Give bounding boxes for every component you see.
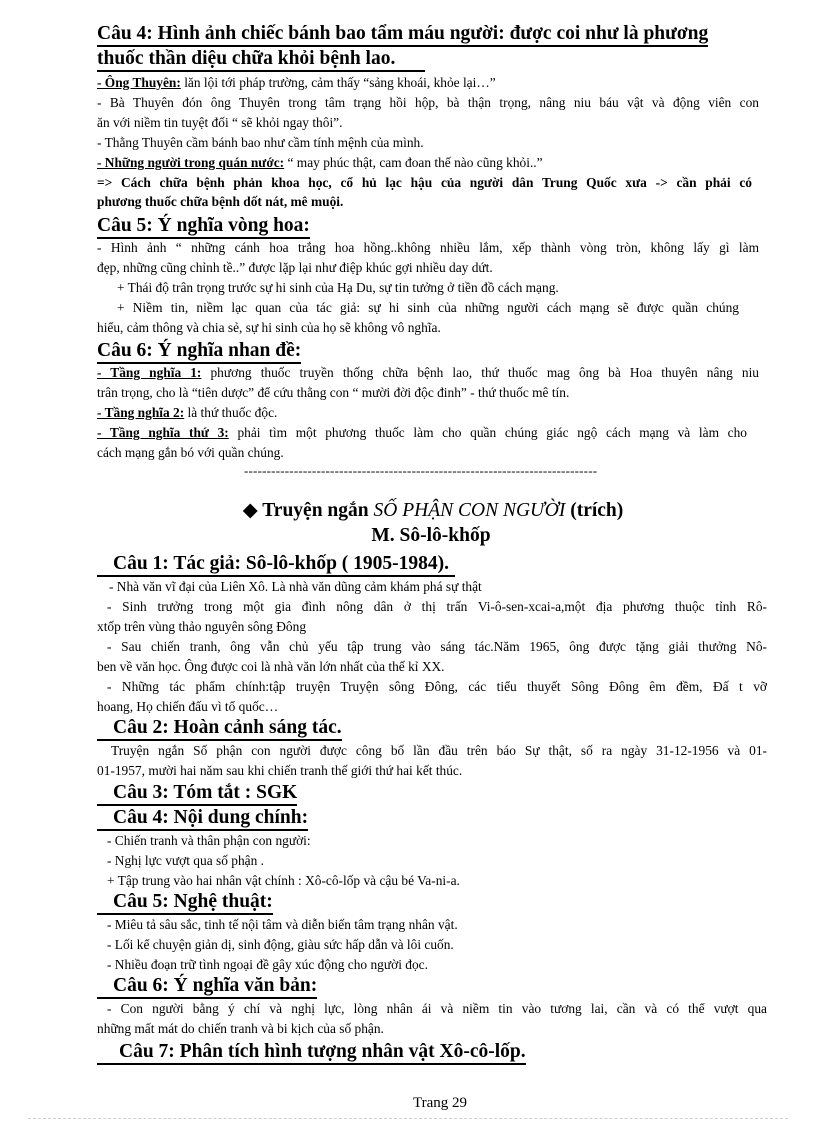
q1-para-4-line2: hoang, Họ chiến đấu vì tổ quốc… (97, 699, 279, 714)
heading-q7 (97, 1040, 526, 1063)
conclusion-line2: phương thuốc chữa bệnh dốt nát, mê muội. (97, 194, 344, 209)
heading-q5 (97, 890, 273, 913)
story-author: M. Sô-lô-khốp (371, 525, 491, 546)
q5-para-3: - Nhiều đoạn trữ tình ngoại đề gây xúc động cho người đọc. (107, 957, 428, 972)
heading-cau4-line1: Câu 4: Hình ảnh chiếc bánh bao tẩm máu người: được coi như là phương (97, 23, 708, 47)
story-title-prefix: Truyện ngắn (262, 500, 374, 521)
heading-cau6-text: Câu 6: Ý nghĩa nhan đề: (97, 340, 301, 364)
heading-q2-text: Câu 2: Hoàn cảnh sáng tác. (97, 717, 342, 741)
page-number: Trang 29 (412, 1095, 468, 1111)
q1-para-2-line1: - Sinh trưởng trong một gia đình nông dân ở thị trấn Vi-ô-sen-xcai-a,một địa phương thuộc tỉnh Rô- (107, 599, 767, 614)
paragraph-niem-tin-line1: + Niềm tin, niềm lạc quan của tác giả: sự hi sinh của những người cách mạng sẽ được quần chúng (117, 300, 739, 315)
heading-q2 (97, 716, 342, 739)
label-ong-thuyen: - Ông Thuyên: (97, 75, 181, 90)
q4-para-1: - Chiến tranh và thân phận con người: (107, 833, 311, 848)
q2-para-line2: 01-1957, mười hai năm sau khi chiến tranh thế giới thứ hai kết thúc. (97, 763, 463, 778)
paragraph-thang-thuyen: - Thằng Thuyên cầm bánh bao như cầm tính mệnh của mình. (97, 135, 424, 150)
story-title-name: SỐ PHẬN CON NGƯỜI (373, 500, 566, 521)
q6-para-line1: - Con người bằng ý chí và nghị lực, lòng nhân ái và niềm tin vào tương lai, cần và có thể vượt qua (107, 1001, 767, 1016)
heading-q1-text: Câu 1: Tác giả: Sô-lô-khốp ( 1905-1984). (97, 553, 455, 577)
heading-cau4 (97, 22, 777, 45)
story-title (0, 498, 816, 522)
heading-q1 (97, 552, 455, 575)
paragraph-tang-nghia-3-line2: cách mạng gắn bó với quần chúng. (97, 445, 284, 460)
paragraph-vong-hoa-line1: - Hình ảnh “ những cánh hoa trắng hoa hồng..không nhiều lắm, xếp thành vòng tròn, không lấy gì làm (97, 240, 759, 255)
text-tang-nghia-1: phương thuốc truyền thống chữa bệnh lao, thứ thuốc mag ông bà Hoa thuyên nâng niu (201, 365, 759, 380)
paragraph-ong-thuyen (97, 74, 496, 91)
footer-divider (28, 1118, 788, 1119)
heading-q6-text: Câu 6: Ý nghĩa văn bản: (97, 975, 317, 999)
conclusion-line1: => Cách chữa bệnh phản khoa học, cổ hủ lạc hậu của người dân Trung Quốc xưa -> cần phải có (97, 175, 752, 190)
heading-cau6 (97, 339, 301, 362)
heading-q5-text: Câu 5: Nghệ thuật: (97, 891, 273, 915)
diamond-bullet-icon: ◆ (242, 500, 258, 521)
label-tang-nghia-3: - Tầng nghĩa thứ 3: (97, 425, 229, 440)
section-separator: ------------------------------------------------------------------------------ (244, 463, 598, 478)
q1-para-3-line1: - Sau chiến tranh, ông vẫn chủ yếu tập trung vào sáng tác.Năm 1965, ông được tặng giải thưởng Nô- (107, 639, 767, 654)
q5-para-2: - Lối kể chuyện giản dị, sinh động, giàu sức hấp dẫn và lôi cuốn. (107, 937, 454, 952)
paragraph-quan-nuoc (97, 154, 543, 171)
q4-para-3: + Tập trung vào hai nhân vật chính : Xô-cô-lốp và cậu bé Va-ni-a. (107, 873, 460, 888)
heading-q7-text: Câu 7: Phân tích hình tượng nhân vật Xô-cô-lốp. (97, 1041, 526, 1065)
paragraph-vong-hoa-line2: đẹp, những cũng chỉnh tề..” được lặp lại như điệp khúc gợi nhiều day dứt. (97, 260, 493, 275)
heading-cau5-text: Câu 5: Ý nghĩa vòng hoa: (97, 215, 310, 239)
heading-cau4-line2: thuốc thần diệu chữa khỏi bệnh lao. (97, 48, 425, 72)
label-quan-nuoc: - Những người trong quán nước: (97, 155, 285, 170)
heading-cau5 (97, 214, 310, 237)
paragraph-tang-nghia-1-line1 (97, 364, 759, 381)
text-quan-nuoc: “ may phúc thật, cam đoan thế nào cũng khỏi..” (284, 155, 543, 170)
text-ong-thuyen: lăn lội tới pháp trường, cảm thấy “sảng khoái, khỏe lại…” (180, 75, 496, 90)
paragraph-thai-do: + Thái độ trân trọng trước sự hi sinh của Hạ Du, sự tin tưởng ở tiền đồ cách mạng. (117, 280, 559, 295)
q1-para-1: - Nhà văn vĩ đại của Liên Xô. Là nhà văn dũng cảm khám phá sự thật (109, 579, 482, 594)
paragraph-tang-nghia-1-line2: trân trọng, cho là “tiên dược” để cứu thằng con “ mười đời độc đinh” - thứ thuốc mê tín. (97, 385, 570, 400)
heading-q6 (97, 974, 317, 997)
label-tang-nghia-2: - Tầng nghĩa 2: (97, 405, 185, 420)
q4-para-2: - Nghị lực vượt qua số phận . (107, 853, 264, 868)
text-tang-nghia-2: là thứ thuốc độc. (184, 405, 278, 420)
paragraph-ba-thuyen-line1: - Bà Thuyên đón ông Thuyên trong tâm trạng hồi hộp, bà thận trọng, nâng niu báu vật và động viên con (97, 95, 759, 110)
paragraph-tang-nghia-2 (97, 404, 277, 421)
q1-para-2-line2: xtốp trên vùng thảo nguyên sông Đông (97, 619, 307, 634)
story-title-suffix: (trích) (565, 500, 624, 521)
text-tang-nghia-3: phải tìm một phương thuốc làm cho quần chúng giác ngộ cách mạng và làm cho (228, 425, 748, 440)
heading-q3 (97, 781, 297, 804)
q1-para-4-line1: - Những tác phẩm chính:tập truyện Truyện sông Đông, các tiểu thuyết Sông Đông êm đềm, Đấ t vỡ (107, 679, 767, 694)
heading-q4-text: Câu 4: Nội dung chính: (97, 807, 308, 831)
q6-para-line2: những mất mát do chiến tranh và bi kịch của số phận. (97, 1021, 384, 1036)
label-tang-nghia-1: - Tầng nghĩa 1: (97, 365, 202, 380)
q2-para-line1: Truyện ngắn Số phận con người được công bố lần đầu trên báo Sự thật, số ra ngày 31-12-1956 và 01- (111, 743, 767, 758)
paragraph-niem-tin-line2: hiểu, cảm thông và chia sẻ, sự hi sinh của họ sẽ không vô nghĩa. (97, 320, 441, 335)
q5-para-1: - Miêu tả sâu sắc, tinh tế nội tâm và diễn biến tâm trạng nhân vật. (107, 917, 458, 932)
paragraph-ba-thuyen-line2: ăn với niềm tin tuyệt đối “ sẽ khỏi ngay thôi”. (97, 115, 343, 130)
heading-cau4-cont (97, 47, 425, 70)
q1-para-3-line2: ben về văn học. Ông được coi là nhà văn lớn nhất của thế kỉ XX. (97, 659, 445, 674)
paragraph-tang-nghia-3-line1 (97, 424, 747, 441)
heading-q3-text: Câu 3: Tóm tắt : SGK (97, 782, 297, 806)
heading-q4 (97, 806, 308, 829)
